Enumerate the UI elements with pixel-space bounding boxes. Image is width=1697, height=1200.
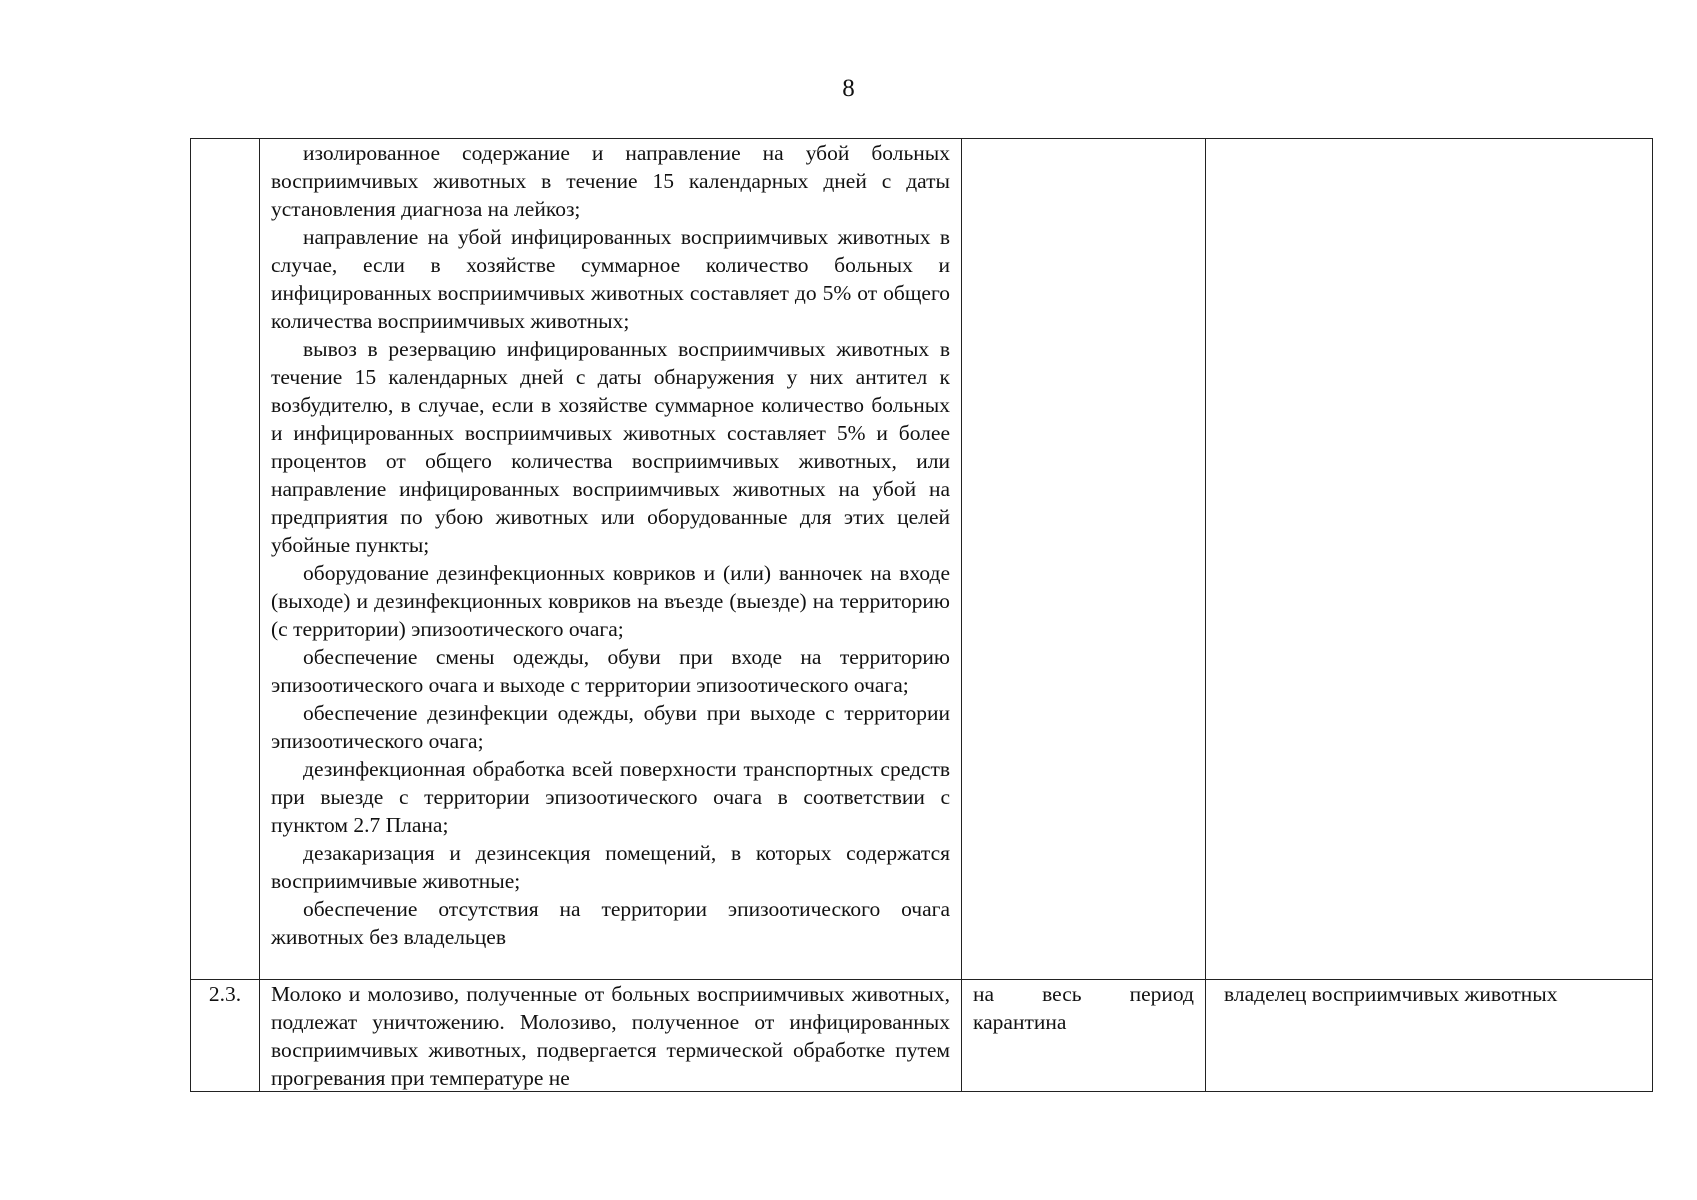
term-text: на весь период карантина <box>973 982 1194 1034</box>
measure-paragraph: вывоз в резервацию инфицированных восприимчивых животных в течение 15 календарных дней с даты обнаружения у них антител к возбудителю, в случае, если в хозяйстве суммарное количество больных и инфицированных восприимчивых животных составляет 5% и более процентов от общего количества восприимчивых животных, или направление инфицированных восприимчивых животных на убой на предприятия по убою животных или оборудованные для этих целей убойные пункты; <box>271 337 950 557</box>
table-row-continued <box>191 139 1653 980</box>
measure-paragraph: Молоко и молозиво, полученные от больных восприимчивых животных, подлежат уничтожению. Молозиво, полученное от инфицированных восприимчивых животных, подвергается термической обработке путем прогревания при температуре не <box>271 982 950 1090</box>
measure-paragraph: оборудование дезинфекционных ковриков и (или) ванночек на входе (выходе) и дезинфекционных ковриков на въезде (выезде) на территорию (с территории) эпизоотического очага; <box>271 561 950 641</box>
measure-paragraph: обеспечение смены одежды, обуви при входе на территорию эпизоотического очага и выходе с территории эпизоотического очага; <box>271 645 950 697</box>
measure-paragraph: изолированное содержание и направление на убой больных восприимчивых животных в течение 15 календарных дней с даты установления диагноза на лейкоз; <box>271 141 950 221</box>
measure-paragraph: направление на убой инфицированных восприимчивых животных в случае, если в хозяйстве суммарное количество больных и инфицированных восприимчивых животных составляет до 5% от общего количества восприимчивых животных; <box>271 225 950 333</box>
measure-paragraph: обеспечение отсутствия на территории эпизоотического очага животных без владельцев <box>271 897 950 949</box>
term-cell <box>962 980 1206 1092</box>
row-number-cell: 2.3. <box>191 980 260 1092</box>
table-row-2-3 <box>191 980 1653 1092</box>
measures-cell <box>260 980 962 1092</box>
responsible-cell: владелец восприимчивых животных <box>1206 980 1653 1092</box>
page-number: 8 <box>842 75 855 102</box>
measures-cell <box>260 139 962 980</box>
term-cell <box>962 139 1206 980</box>
responsible-cell <box>1206 139 1653 980</box>
measures-table <box>190 138 1653 1092</box>
measure-paragraph: дезакаризация и дезинсекция помещений, в которых содержатся восприимчивые животные; <box>271 841 950 893</box>
row-number-cell <box>191 139 260 980</box>
measure-paragraph: дезинфекционная обработка всей поверхности транспортных средств при выезде с территории эпизоотического очага в соответствии с пунктом 2.7 Плана; <box>271 757 950 837</box>
measure-paragraph: обеспечение дезинфекции одежды, обуви при выходе с территории эпизоотического очага; <box>271 701 950 753</box>
